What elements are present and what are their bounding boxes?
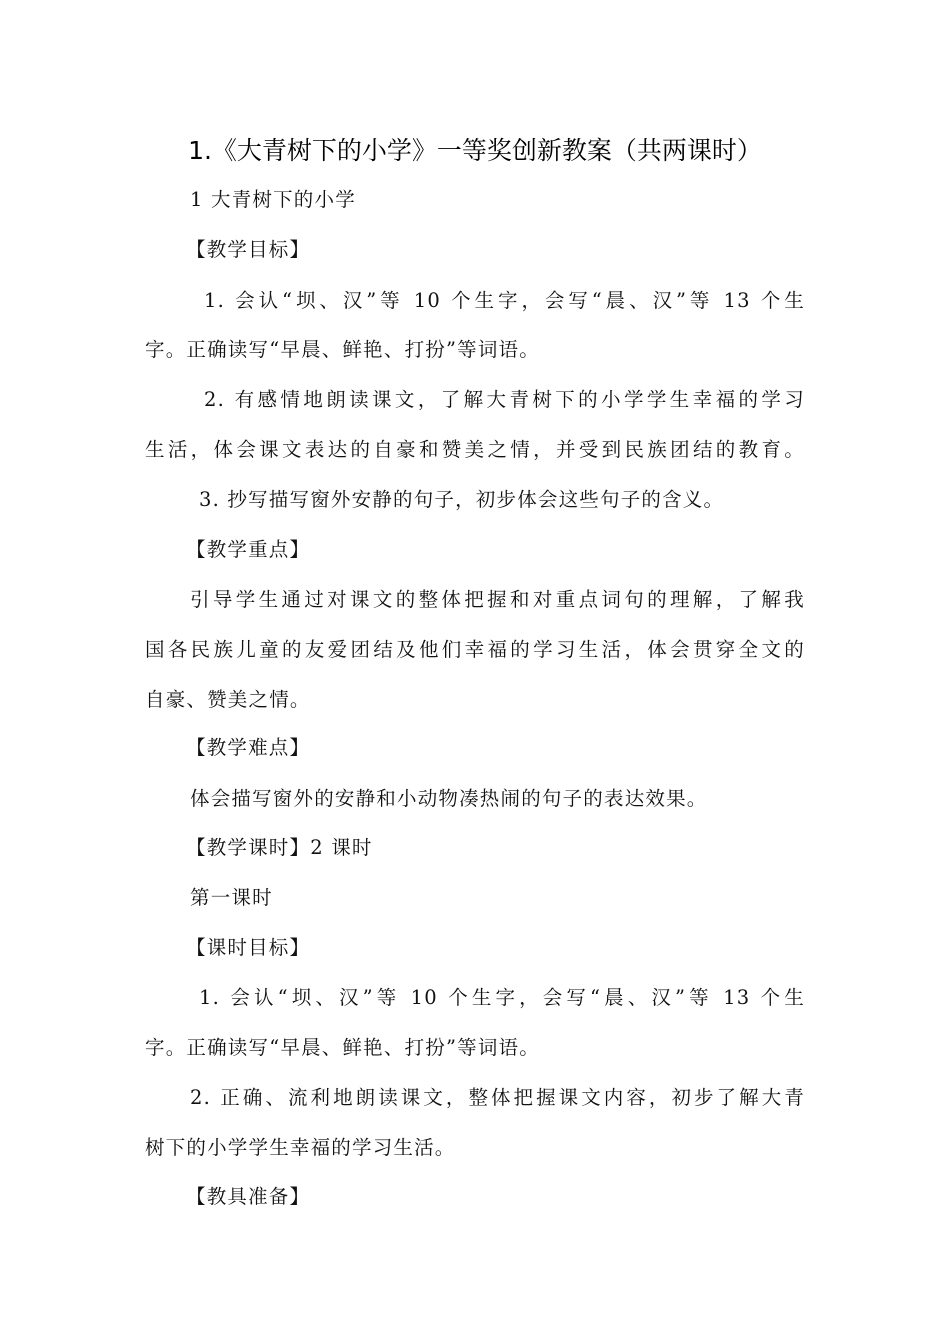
- goal-1-line-2: 字。正确读写“早晨、鲜艳、打扮”等词语。: [145, 1036, 540, 1059]
- first-period-label: 第一课时: [190, 886, 273, 909]
- lesson-subtitle: 1 大青树下的小学: [190, 188, 356, 211]
- objectives-heading: 【教学目标】: [186, 238, 311, 261]
- keypoint-line-2: 国各民族儿童的友爱团结及他们幸福的学习生活，体会贯穿全文的: [145, 638, 805, 661]
- keypoint-line-1: 引导学生通过对课文的整体把握和对重点词句的理解，了解我: [190, 588, 805, 611]
- document-title: 1.《大青树下的小学》一等奖创新教案（共两课时）: [188, 136, 762, 165]
- difficulty-heading: 【教学难点】: [186, 736, 311, 759]
- goal-2-line-1: 2. 正确、流利地朗读课文，整体把握课文内容，初步了解大青: [190, 1086, 805, 1109]
- keypoint-line-3: 自豪、赞美之情。: [145, 688, 311, 711]
- keypoint-heading: 【教学重点】: [186, 538, 311, 561]
- period-line: 【教学课时】2 课时: [186, 836, 373, 859]
- objective-2-line-1: 2. 有感情地朗读课文，了解大青树下的小学学生幸福的学习: [204, 388, 805, 411]
- tools-heading: 【教具准备】: [186, 1185, 311, 1208]
- goal-2-line-2: 树下的小学学生幸福的学习生活。: [145, 1136, 456, 1159]
- objective-2-line-2: 生活，体会课文表达的自豪和赞美之情，并受到民族团结的教育。: [145, 438, 805, 461]
- objective-1-line-1: 1. 会认“坝、汉”等 10 个生字，会写“晨、汉”等 13 个生: [204, 289, 805, 312]
- difficulty-text: 体会描写窗外的安静和小动物凑热闹的句子的表达效果。: [190, 787, 708, 810]
- objective-3: 3. 抄写描写窗外安静的句子，初步体会这些句子的含义。: [199, 488, 725, 511]
- period-goal-heading: 【课时目标】: [186, 936, 311, 959]
- objective-1-line-2: 字。正确读写“早晨、鲜艳、打扮”等词语。: [145, 338, 540, 361]
- goal-1-line-1: 1. 会认“坝、汉”等 10 个生字，会写“晨、汉”等 13 个生: [199, 986, 805, 1009]
